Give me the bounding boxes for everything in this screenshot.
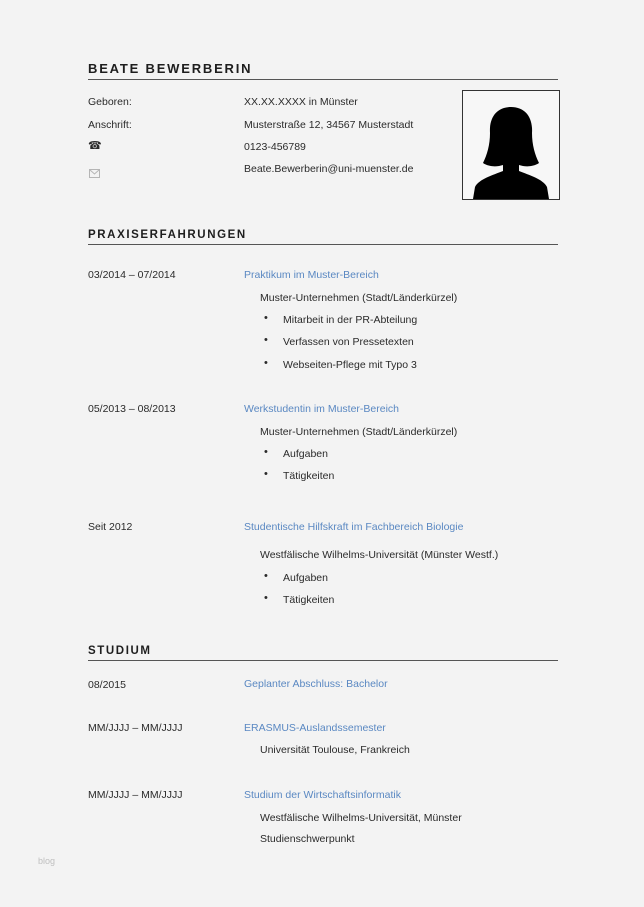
email-value: Beate.Bewerberin@uni-muenster.de [244, 163, 414, 175]
praxis-org: Westfälische Wilhelms-Universität (Münster Westf.) [260, 549, 499, 561]
studium-detail: Universität Toulouse, Frankreich [260, 744, 410, 756]
praxis-bullet: Verfassen von Pressetexten [283, 336, 414, 348]
phone-icon: ☎ [88, 140, 102, 152]
praxis-heading: PRAXISERFAHRUNGEN [88, 229, 558, 245]
studium-heading: STUDIUM [88, 645, 558, 661]
applicant-name: BEATE BEWERBERIN [88, 61, 558, 80]
bullet-dot: • [264, 570, 268, 582]
bullet-dot: • [264, 592, 268, 604]
bullet-dot: • [264, 357, 268, 369]
praxis-bullet: Tätigkeiten [283, 594, 335, 606]
praxis-org: Muster-Unternehmen (Stadt/Länderkürzel) [260, 292, 458, 304]
birth-label: Geboren: [88, 96, 132, 108]
bullet-dot: • [264, 468, 268, 480]
praxis-bullet: Tätigkeiten [283, 470, 335, 482]
address-label: Anschrift: [88, 119, 132, 131]
studium-detail: Westfälische Wilhelms-Universität, Münster [260, 812, 462, 824]
birth-value: XX.XX.XXXX in Münster [244, 96, 358, 108]
bullet-dot: • [264, 334, 268, 346]
praxis-date: 03/2014 – 07/2014 [88, 269, 176, 281]
praxis-bullet: Mitarbeit in der PR-Abteilung [283, 314, 418, 326]
praxis-bullet: Aufgaben [283, 448, 328, 460]
studium-title: ERASMUS-Auslandssemester [244, 722, 386, 734]
studium-date: MM/JJJJ – MM/JJJJ [88, 722, 183, 734]
studium-date: 08/2015 [88, 679, 126, 691]
studium-title: Studium der Wirtschaftsinformatik [244, 789, 401, 801]
praxis-bullet: Aufgaben [283, 572, 328, 584]
praxis-title: Werkstudentin im Muster-Bereich [244, 403, 400, 415]
studium-detail: Studienschwerpunkt [260, 833, 355, 845]
address-value: Musterstraße 12, 34567 Musterstadt [244, 119, 414, 131]
praxis-title: Praktikum im Muster-Bereich [244, 269, 379, 281]
watermark: blog [38, 856, 56, 866]
praxis-date: 05/2013 – 08/2013 [88, 403, 176, 415]
praxis-bullet: Webseiten-Pflege mit Typo 3 [283, 359, 417, 371]
praxis-org: Muster-Unternehmen (Stadt/Länderkürzel) [260, 426, 458, 438]
studium-title: Geplanter Abschluss: Bachelor [244, 678, 388, 690]
profile-photo [462, 90, 560, 200]
phone-value: 0123-456789 [244, 141, 306, 153]
bullet-dot: • [264, 446, 268, 458]
person-silhouette-icon [463, 91, 559, 199]
studium-date: MM/JJJJ – MM/JJJJ [88, 789, 183, 801]
praxis-date: Seit 2012 [88, 521, 133, 533]
praxis-title: Studentische Hilfskraft im Fachbereich Biologie [244, 521, 464, 533]
bullet-dot: • [264, 312, 268, 324]
email-icon [89, 165, 100, 183]
